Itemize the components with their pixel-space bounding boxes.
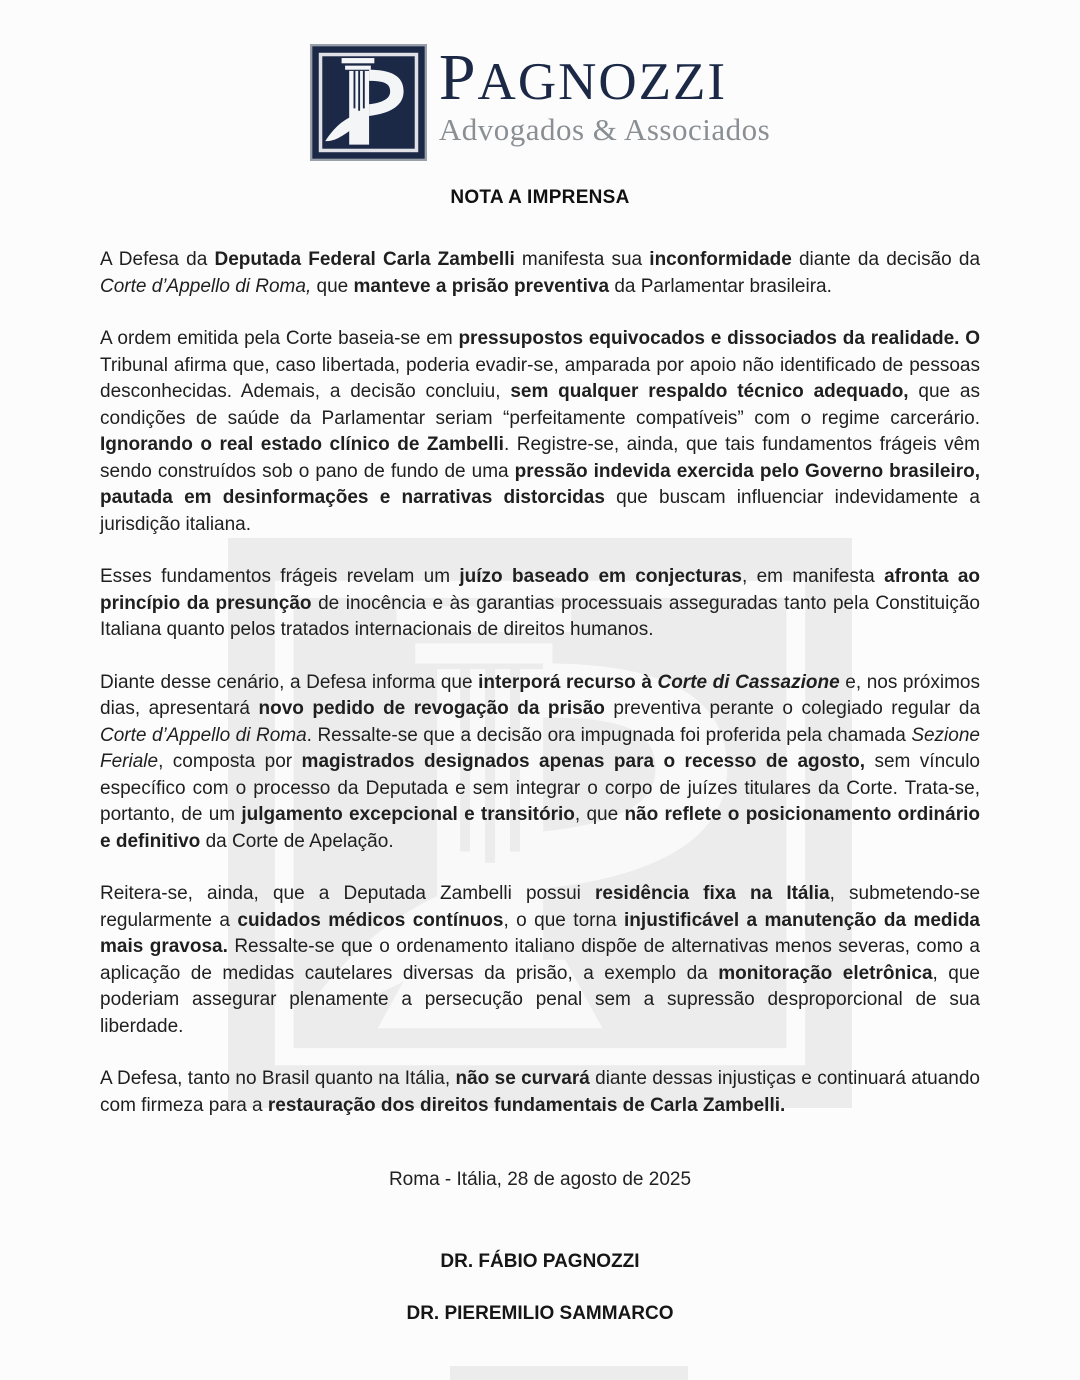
pagnozzi-logo-icon (310, 44, 427, 161)
body-paragraphs (100, 247, 980, 1119)
brand-subtitle: Advogados & Associados (438, 112, 771, 147)
paragraph: A ordem emitida pela Corte baseia-se em pressupostos equivocados e dissociados da realidade. O Tribunal afirma que, caso libertada, poderia evadir-se, amparada por apoio não identificado de pessoas desconhecidas. Ademais, a decisão concluiu, sem qualquer respaldo técnico adequado, que as condições de saúde da Parlamentar seriam “perfeitamente compatíveis” com o regime carcerário. Ignorando o real estado clínico de Zambelli. Registre-se, ainda, que tais fundamentos frágeis vêm sendo construídos sob o pano de fundo de uma pressão indevida exercida pelo Governo brasileiro, pautada em desinformações e narrativas distorcidas que buscam influenciar indevidamente a jurisdição italiana. (100, 328, 980, 535)
paragraph: A Defesa, tanto no Brasil quanto na Itália, não se curvará diante dessas injustiças e continuará atuando com firmeza para a restauração dos direitos fundamentais de Carla Zambelli. (100, 1068, 980, 1116)
letterhead (0, 0, 1080, 161)
brand-name: PAGNOZZI (438, 41, 728, 114)
paragraph: A Defesa da Deputada Federal Carla Zambelli manifesta sua inconformidade diante da decisão da Corte d’Appello di Roma, que manteve a prisão preventiva da Parlamentar brasileira. (100, 249, 981, 297)
paragraph: Esses fundamentos frágeis revelam um juízo baseado em conjecturas, em manifesta afronta ao princípio da presunção de inocência e às garantias processuais asseguradas tanto pela Constituição Italiana quanto pelos tratados internacionais de direitos humanos. (100, 566, 980, 640)
paragraph: Reitera-se, ainda, que a Deputada Zambelli possui residência fixa na Itália, submetendo-se regularmente a cuidados médicos contínuos, o que torna injustificável a manutenção da medida mais gravosa. Ressalte-se que o ordenamento italiano dispõe de alternativas menos severas, como a aplicação de medidas cautelares diversas da prisão, a exemplo da monitoração eletrônica, que poderiam assegurar plenamente a persecução penal sem a supressão desproporcional de sua liberdade. (100, 883, 981, 1037)
dateline: Roma - Itália, 28 de agosto de 2025 (388, 1169, 692, 1190)
signature-1: DR. FÁBIO PAGNOZZI (440, 1251, 640, 1272)
signature-2: DR. PIEREMILIO SAMMARCO (406, 1303, 674, 1324)
brand-text-block (438, 41, 771, 147)
document-title: NOTA A IMPRENSA (450, 187, 630, 208)
pagnozzi-watermark-bottom-icon (450, 1366, 688, 1380)
paragraph: Diante desse cenário, a Defesa informa que interporá recurso à Corte di Cassazione e, nos próximos dias, apresentará novo pedido de revogação da prisão preventiva perante o colegiado regular da Corte d’Appello di Roma. Ressalte-se que a decisão ora impugnada foi proferida pela chamada Sezione Feriale, composta por magistrados designados apenas para o recesso de agosto, sem vínculo específico com o processo da Deputada e sem integrar o corpo de juízes titulares da Corte. Trata-se, portanto, de um julgamento excepcional e transitório, que não reflete o posicionamento ordinário e definitivo da Corte de Apelação. (100, 671, 981, 852)
